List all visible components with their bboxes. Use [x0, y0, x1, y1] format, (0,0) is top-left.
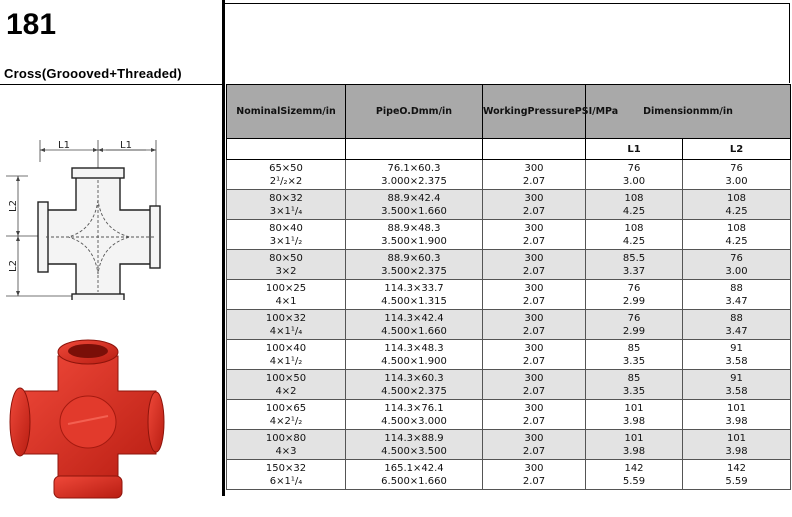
cell-value: 2.07	[522, 475, 546, 487]
dimension-l1-cell	[586, 400, 683, 430]
cell-value: 100×80	[265, 432, 307, 444]
dimension-l1-cell	[586, 430, 683, 460]
cell-value: 114.3×48.3	[384, 342, 444, 354]
cell-value: 3.35	[622, 355, 646, 367]
dimension-l1-cell	[586, 190, 683, 220]
table-row	[227, 250, 791, 280]
cell-value: 2.07	[522, 445, 546, 457]
dimension-l2-cell	[683, 280, 791, 310]
cell-value: 4.25	[622, 235, 646, 247]
subheader-blank-3	[483, 139, 586, 160]
cell-value: 300	[524, 402, 544, 414]
cell-value: 2.07	[522, 295, 546, 307]
dimension-l2-cell	[683, 370, 791, 400]
cell-value: 4.500×1.660	[381, 325, 447, 337]
cell-value: 76	[730, 252, 743, 264]
cell-value: 3.00	[725, 265, 748, 277]
nominal-size-cell	[227, 160, 346, 190]
dimension-l2-cell	[683, 220, 791, 250]
header-nominal-size: NominalSizemm/in	[227, 85, 346, 139]
spec-table-body	[227, 160, 791, 490]
cell-value: 91	[730, 342, 743, 354]
cell-value: 88.9×42.4	[387, 192, 441, 204]
dimension-l1-cell	[586, 160, 683, 190]
nominal-size-cell	[227, 460, 346, 490]
cell-value: 4.500×2.375	[381, 385, 447, 397]
cell-value: 4×1	[275, 295, 297, 307]
cell-value: 3.58	[725, 355, 748, 367]
dimension-l2-cell	[683, 250, 791, 280]
pipe-od-cell	[346, 370, 483, 400]
nominal-size-cell	[227, 250, 346, 280]
working-pressure-cell	[483, 280, 586, 310]
dimension-l1-cell	[586, 370, 683, 400]
nominal-size-cell	[227, 340, 346, 370]
dimension-l2-cell	[683, 430, 791, 460]
table-row	[227, 190, 791, 220]
cell-value: 76	[627, 282, 641, 294]
cell-value: 100×65	[265, 402, 307, 414]
cell-value: 165.1×42.4	[384, 462, 444, 474]
pipe-od-cell	[346, 160, 483, 190]
cell-value: 101	[624, 432, 644, 444]
table-row	[227, 460, 791, 490]
cell-value: 88	[730, 312, 743, 324]
cell-value: 3.98	[622, 415, 646, 427]
dimension-l2-cell	[683, 160, 791, 190]
cell-value: 3.000×2.375	[381, 175, 447, 187]
pipe-od-cell	[346, 250, 483, 280]
cell-value: 3.00	[725, 175, 748, 187]
subheader-l1: L1	[586, 139, 683, 160]
nominal-size-cell	[227, 220, 346, 250]
cell-value: 300	[524, 372, 544, 384]
cell-value: 101	[726, 432, 747, 444]
cell-value: 114.3×76.1	[384, 402, 444, 414]
cell-value: 101	[624, 402, 644, 414]
pipe-od-cell	[346, 220, 483, 250]
cell-value: 88.9×48.3	[387, 222, 441, 234]
cell-value: 300	[524, 252, 544, 264]
cell-value: 5.59	[622, 475, 646, 487]
cell-value: 3.500×1.900	[381, 235, 447, 247]
dimension-l1-cell	[586, 460, 683, 490]
pipe-od-cell	[346, 400, 483, 430]
cell-value: 88	[730, 282, 743, 294]
working-pressure-cell	[483, 310, 586, 340]
cell-value: 4.25	[622, 205, 646, 217]
cell-value: 300	[524, 312, 544, 324]
cell-value: 85	[627, 372, 641, 384]
cell-value: 108	[726, 192, 747, 204]
cell-value: 300	[524, 162, 544, 174]
table-row	[227, 280, 791, 310]
cell-value: 2.07	[522, 265, 546, 277]
cell-value: 2.07	[522, 175, 546, 187]
cell-value: 3.98	[725, 415, 748, 427]
cell-value: 76	[627, 312, 641, 324]
cell-value: 3.500×1.660	[381, 205, 447, 217]
cell-value: 100×32	[265, 312, 307, 324]
cell-value: 85.5	[622, 252, 646, 264]
cell-value: 76.1×60.3	[387, 162, 441, 174]
cell-value: 4×2	[275, 385, 297, 397]
subheader-blank-2	[346, 139, 483, 160]
dimension-l1-cell	[586, 280, 683, 310]
cell-value: 4.500×3.500	[381, 445, 447, 457]
pipe-od-cell	[346, 190, 483, 220]
cell-value: 114.3×33.7	[384, 282, 444, 294]
subheader-blank-1	[227, 139, 346, 160]
cell-value: 3.98	[622, 445, 646, 457]
cell-value: 114.3×60.3	[384, 372, 444, 384]
working-pressure-cell	[483, 370, 586, 400]
header-working-pressure: WorkingPressurePSI/MPa	[483, 85, 586, 139]
cell-value: 3×2	[275, 265, 297, 277]
dimension-l1-cell	[586, 250, 683, 280]
dimension-l2-cell	[683, 460, 791, 490]
cell-value: 114.3×88.9	[384, 432, 444, 444]
cell-value: 2.07	[522, 355, 546, 367]
cell-value: 300	[524, 462, 544, 474]
cell-value: 2.07	[522, 235, 546, 247]
cell-value: 3×1¹/₂	[269, 235, 303, 247]
cell-value: 4×3	[275, 445, 297, 457]
nominal-size-cell	[227, 280, 346, 310]
header-pipe-od: PipeO.Dmm/in	[346, 85, 483, 139]
cell-value: 80×40	[269, 222, 303, 234]
working-pressure-cell	[483, 160, 586, 190]
table-row	[227, 430, 791, 460]
cell-value: 142	[624, 462, 644, 474]
cell-value: 100×50	[265, 372, 307, 384]
table-row	[227, 310, 791, 340]
cell-value: 300	[524, 222, 544, 234]
working-pressure-cell	[483, 460, 586, 490]
cell-value: 80×32	[269, 192, 303, 204]
cell-value: 2.07	[522, 325, 546, 337]
dim-label-l2-lower: L2	[8, 260, 19, 272]
cell-value: 4×1¹/₂	[269, 355, 303, 367]
cross-drawing-icon	[6, 140, 166, 300]
model-number: 181	[6, 8, 57, 41]
pipe-od-cell	[346, 430, 483, 460]
dim-label-l1: L1	[58, 140, 70, 151]
nominal-size-cell	[227, 400, 346, 430]
header-dimension: Dimensionmm/in	[586, 85, 791, 139]
working-pressure-cell	[483, 430, 586, 460]
cell-value: 142	[726, 462, 747, 474]
cell-value: 108	[624, 222, 644, 234]
dimension-l1-cell	[586, 340, 683, 370]
working-pressure-cell	[483, 340, 586, 370]
pipe-od-cell	[346, 280, 483, 310]
table-row	[227, 220, 791, 250]
left-panel	[0, 0, 222, 517]
cell-value: 100×40	[265, 342, 307, 354]
cell-value: 2.07	[522, 385, 546, 397]
cell-value: 2.07	[522, 205, 546, 217]
working-pressure-cell	[483, 250, 586, 280]
cell-value: 108	[624, 192, 644, 204]
table-row	[227, 370, 791, 400]
cell-value: 150×32	[265, 462, 307, 474]
dimension-l2-cell	[683, 340, 791, 370]
cell-value: 3.500×2.375	[381, 265, 447, 277]
cell-value: 6.500×1.660	[381, 475, 447, 487]
nominal-size-cell	[227, 430, 346, 460]
dimension-l2-cell	[683, 400, 791, 430]
cell-value: 3.37	[622, 265, 646, 277]
cell-value: 5.59	[725, 475, 748, 487]
cell-value: 4×2¹/₂	[269, 415, 303, 427]
cell-value: 6×1¹/₄	[269, 475, 303, 487]
cell-value: 2¹/₂×2	[269, 175, 303, 187]
cell-value: 4.25	[725, 205, 748, 217]
cell-value: 80×50	[269, 252, 303, 264]
cell-value: 4×1¹/₄	[269, 325, 303, 337]
cell-value: 88.9×60.3	[387, 252, 441, 264]
dimension-l1-cell	[586, 310, 683, 340]
working-pressure-cell	[483, 220, 586, 250]
cell-value: 76	[627, 162, 641, 174]
cell-value: 3.00	[622, 175, 646, 187]
table-row	[227, 400, 791, 430]
cell-value: 108	[726, 222, 747, 234]
header-frame	[225, 3, 790, 83]
cell-value: 2.99	[622, 295, 646, 307]
table-row	[227, 340, 791, 370]
cell-value: 4.500×1.315	[381, 295, 447, 307]
pipe-od-cell	[346, 310, 483, 340]
table-row	[227, 160, 791, 190]
nominal-size-cell	[227, 190, 346, 220]
cell-value: 300	[524, 282, 544, 294]
cell-value: 3.47	[725, 325, 748, 337]
cell-value: 76	[730, 162, 743, 174]
cell-value: 4.500×3.000	[381, 415, 447, 427]
cell-value: 3×1¹/₄	[269, 205, 303, 217]
dimension-l2-cell	[683, 190, 791, 220]
dim-label-l2: L2	[8, 200, 19, 212]
cell-value: 2.99	[622, 325, 646, 337]
subheader-l2: L2	[683, 139, 791, 160]
working-pressure-cell	[483, 190, 586, 220]
pipe-od-cell	[346, 460, 483, 490]
product-subtitle: Cross(Groooved+Threaded)	[4, 66, 182, 81]
nominal-size-cell	[227, 310, 346, 340]
cell-value: 65×50	[269, 162, 303, 174]
cell-value: 4.25	[725, 235, 748, 247]
cell-value: 3.58	[725, 385, 748, 397]
cell-value: 300	[524, 342, 544, 354]
pipe-od-cell	[346, 340, 483, 370]
title-divider	[0, 84, 222, 85]
cell-value: 91	[730, 372, 743, 384]
dim-label-l1-right: L1	[120, 140, 132, 151]
cell-value: 2.07	[522, 415, 546, 427]
cell-value: 114.3×42.4	[384, 312, 444, 324]
dimension-l2-cell	[683, 310, 791, 340]
cell-value: 300	[524, 192, 544, 204]
working-pressure-cell	[483, 400, 586, 430]
dimension-l1-cell	[586, 220, 683, 250]
cell-value: 3.98	[725, 445, 748, 457]
spec-table	[226, 84, 791, 490]
cross-fitting-photo-icon	[8, 336, 168, 506]
cell-value: 101	[726, 402, 747, 414]
cell-value: 3.47	[725, 295, 748, 307]
cell-value: 85	[627, 342, 641, 354]
nominal-size-cell	[227, 370, 346, 400]
cell-value: 4.500×1.900	[381, 355, 447, 367]
cell-value: 100×25	[265, 282, 307, 294]
cell-value: 3.35	[622, 385, 646, 397]
cell-value: 300	[524, 432, 544, 444]
